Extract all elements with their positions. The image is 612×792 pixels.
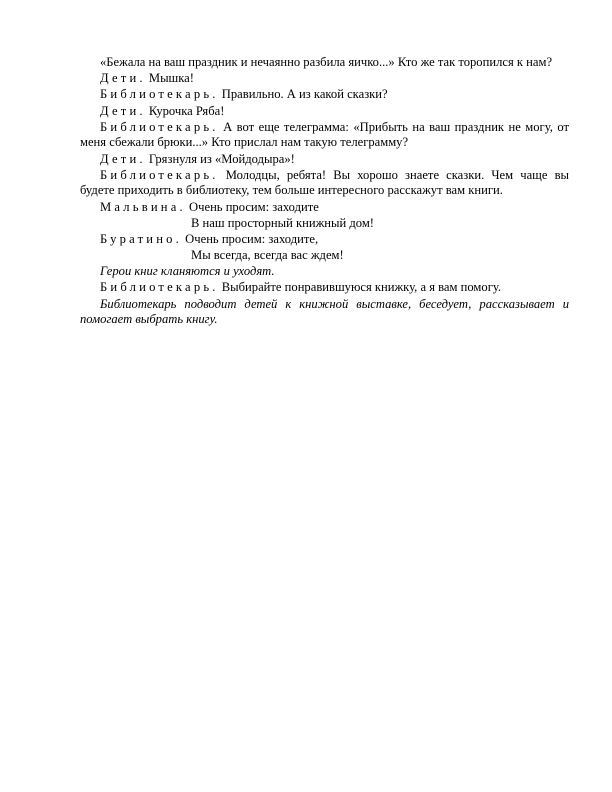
paragraph-text: В наш просторный книжный дом! xyxy=(191,215,374,230)
paragraph-malvina xyxy=(80,200,569,216)
speaker-name: Дети. xyxy=(100,151,146,166)
paragraph-text: Герои книг кланяются и уходят. xyxy=(100,264,275,279)
paragraph-text: Мышка! xyxy=(148,71,194,86)
paragraph-text: Грязнуля из «Мойдодыра»! xyxy=(148,151,295,166)
paragraph-text: Курочка Ряба! xyxy=(148,103,225,118)
speaker-name: Мальвина. xyxy=(100,199,186,214)
paragraph-children-reply xyxy=(80,152,569,168)
speaker-name: Библиотекарь. xyxy=(100,87,219,102)
speaker-name: Буратино. xyxy=(100,231,183,246)
paragraph-librarian-telegram xyxy=(80,120,569,151)
paragraph-text: Очень просим: заходите, xyxy=(185,231,319,246)
paragraph-children-reply xyxy=(80,104,569,120)
paragraph-text: Библиотекарь подводит детей к книжной выставке, беседует, рассказывает и помогает выбрать книгу. xyxy=(80,296,569,327)
verse-line xyxy=(80,248,569,264)
paragraph-text: Мы всегда, всегда вас ждем! xyxy=(191,248,344,263)
paragraph-telegram-mouse xyxy=(80,55,569,71)
speaker-name: Библиотекарь. xyxy=(100,119,219,134)
paragraph-text: Очень просим: заходите xyxy=(189,199,319,214)
stage-direction xyxy=(80,264,569,280)
paragraph-text: Выбирайте понравившуюся книжку, а я вам помогу. xyxy=(221,280,502,295)
paragraph-text: «Бежала на ваш праздник и нечаянно разбила яичко...» Кто же так торопился к нам? xyxy=(100,55,553,69)
stage-direction xyxy=(80,297,569,328)
paragraph-librarian-help xyxy=(80,280,569,296)
script-text xyxy=(80,55,569,328)
paragraph-text: Молодцы, ребята! Вы хорошо знаете сказки. Чем чаще вы будете приходить в библиотеку, тем больше интересного расскажут вам книги. xyxy=(80,167,569,198)
speaker-name: Дети. xyxy=(100,71,146,86)
paragraph-children-reply xyxy=(80,71,569,87)
paragraph-buratino xyxy=(80,232,569,248)
paragraph-text: Правильно. А из какой сказки? xyxy=(221,87,388,102)
paragraph-librarian-praise xyxy=(80,168,569,199)
speaker-name: Библиотекарь. xyxy=(100,167,219,182)
speaker-name: Библиотекарь. xyxy=(100,280,219,295)
paragraph-text: А вот еще телеграмма: «Прибыть на ваш праздник не могу, от меня сбежали брюки...» Кто прислал нам такую телеграмму? xyxy=(80,119,570,150)
paragraph-librarian-question xyxy=(80,87,569,103)
verse-line xyxy=(80,216,569,232)
speaker-name: Дети. xyxy=(100,103,146,118)
